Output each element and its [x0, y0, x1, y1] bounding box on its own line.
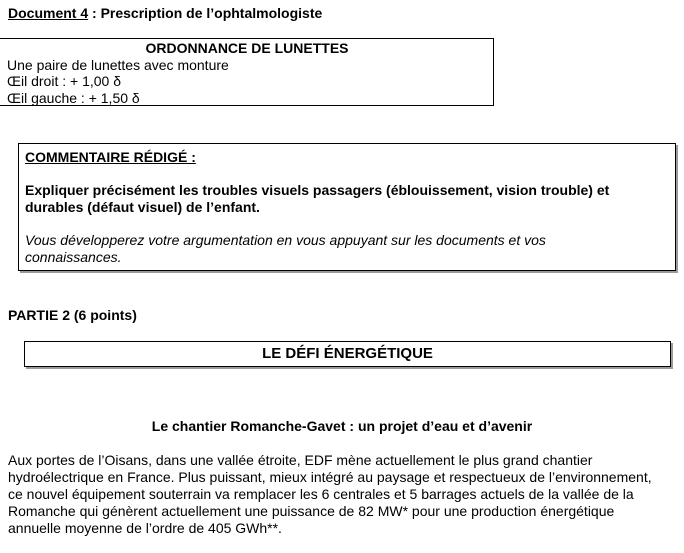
commentary-title: COMMENTAIRE RÉDIGÉ :	[25, 149, 196, 165]
prescription-box	[0, 38, 494, 106]
prescription-line-right-eye: Œil droit : + 1,00 δ	[7, 73, 122, 89]
commentary-note: Vous développerez votre argumentation en vous appuyant sur les documents et vos connaissances.	[25, 232, 546, 265]
commentary-box	[18, 143, 676, 271]
part-heading: PARTIE 2 (6 points)	[8, 307, 137, 323]
section-title-box: LE DÉFI ÉNERGÉTIQUE	[24, 341, 671, 367]
prescription-line-frame: Une paire de lunettes avec monture	[7, 57, 229, 73]
article-line: Aux portes de l’Oisans, dans une vallée étroite, EDF mène actuellement le plus grand chantier	[8, 452, 593, 468]
article-line: ce nouvel équipement souterrain va remplacer les 6 centrales et 5 barrages actuels de la vallée de la	[8, 486, 634, 502]
article-line: Romanche qui génèrent actuellement une puissance de 82 MW* pour une production énergétique	[8, 503, 615, 519]
prescription-title: ORDONNANCE DE LUNETTES	[145, 40, 349, 56]
article-line: hydroélectrique en France. Plus puissant, mieux intégré au paysage et respectueux de l’environnement,	[8, 469, 652, 485]
commentary-instruction: Expliquer précisément les troubles visuels passagers (éblouissement, vision trouble) et durables (défaut visuel) de l’enfant.	[25, 182, 610, 215]
document-title: : Prescription de l’ophtalmologiste	[88, 5, 323, 21]
prescription-line-left-eye: Œil gauche : + 1,50 δ	[7, 90, 140, 106]
document-heading	[8, 5, 322, 22]
document-label: Document 4	[8, 5, 89, 21]
article-body	[8, 452, 684, 537]
article-title: Le chantier Romanche-Gavet : un projet d’eau et d’avenir	[151, 418, 533, 434]
article-line: annuelle moyenne de l’ordre de 405 GWh**.	[8, 520, 282, 536]
